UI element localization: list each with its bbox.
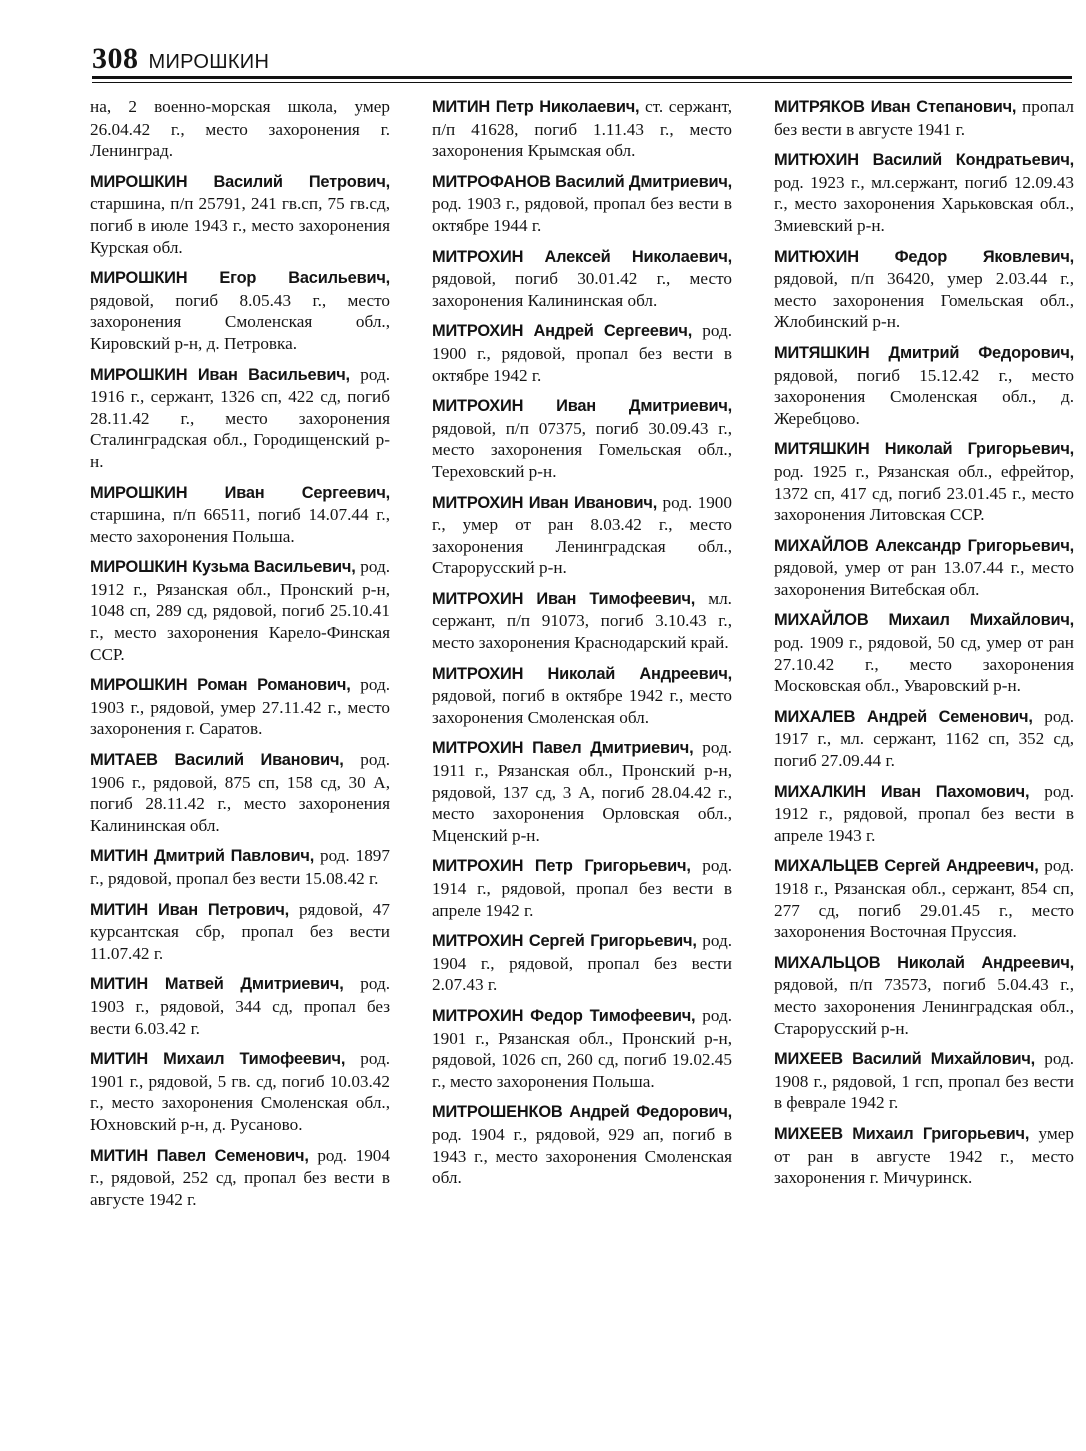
- entry-name: МИХЕЕВ Василий Михайлович,: [774, 1050, 1036, 1069]
- entry-name: МИТИН Петр Николаевич,: [432, 98, 640, 116]
- running-head: МИРОШКИН: [148, 51, 270, 73]
- entry-text: род. 1912 г., Рязанская обл., Пронский р-н, 1048 сп, 289 сд, рядовой, погиб 25.10.41 г., место захоронения Карело-Финская ССР.: [90, 557, 391, 664]
- dictionary-entry: [90, 1048, 390, 1135]
- dictionary-entry: [432, 588, 732, 654]
- entry-text: рядовой, погиб 15.12.42 г., место захоронения Смоленская обл., д. Жеребцово.: [774, 365, 1074, 428]
- entry-text: род. 1903 г., рядовой, 344 сд, пропал без вести 6.03.42 г.: [90, 974, 390, 1038]
- dictionary-entry: [774, 96, 1074, 140]
- entry-name: МИТРОФАНОВ Василий Дмитриевич,: [432, 172, 732, 191]
- entry-text: старшина, п/п 66511, погиб 14.07.44 г., место захоронения Польша.: [90, 505, 390, 546]
- dictionary-entry: [90, 973, 390, 1039]
- entry-text: род. 1903 г., рядовой, пропал без вести в октябре 1944 г.: [432, 194, 732, 235]
- entry-name: МИРОШКИН Егор Васильевич,: [90, 269, 390, 288]
- entry-text: род. 1917 г., мл. сержант, 1162 сп, 352 сд, погиб 27.09.44 г.: [774, 706, 1074, 771]
- entry-name: МИХАЙЛОВ Александр Григорьевич,: [774, 536, 1074, 555]
- text-columns: [90, 96, 1074, 1219]
- entry-text: на, 2 военно-морская школа, умер 26.04.42 г., место захоронения г. Ленинград.: [90, 97, 390, 161]
- entry-name: МИРОШКИН Иван Сергеевич,: [90, 483, 390, 502]
- dictionary-entry: [90, 267, 390, 354]
- header-rule-thick: [92, 76, 1072, 79]
- column-2: [432, 96, 732, 1219]
- entry-text: род. 1904 г., рядовой, 252 сд, пропал без вести в августе 1942 г.: [90, 1145, 390, 1209]
- dictionary-entry: [90, 674, 390, 740]
- entry-text: род. 1900 г., рядовой, пропал без вести в октябре 1942 г.: [432, 321, 732, 385]
- dictionary-entry: [774, 149, 1074, 236]
- entry-name: МИТИН Дмитрий Павлович,: [90, 847, 315, 866]
- entry-text: род. 1918 г., Рязанская обл., сержант, 854 сп, 277 сд, погиб 29.01.45 г., место захоронения Восточная Пруссия.: [774, 856, 1075, 942]
- dictionary-entry: [432, 320, 732, 386]
- dictionary-entry: [774, 246, 1074, 333]
- dictionary-entry: [90, 1145, 390, 1211]
- dictionary-entry: [774, 855, 1074, 942]
- entry-name: МИТРОХИН Петр Григорьевич,: [432, 857, 691, 876]
- entry-text: род. 1914 г., рядовой, пропал без вести в апреле 1942 г.: [432, 856, 732, 920]
- dictionary-entry: [432, 737, 732, 846]
- entry-name: МИТРОХИН Алексей Николаевич,: [432, 247, 732, 266]
- entry-text: род. 1900 г., умер от ран 8.03.42 г., место захоронения Ленинградская обл., Старорусский р-н.: [432, 492, 732, 578]
- dictionary-entry: [90, 749, 390, 836]
- entry-text: рядовой, п/п 36420, умер 2.03.44 г., место захоронения Гомельская обл., Жлобинский р-н.: [774, 269, 1074, 332]
- entry-text: старшина, п/п 25791, 241 гв.сп, 75 гв.сд, погиб в июле 1943 г., место захоронения Курская обл.: [90, 194, 390, 257]
- dictionary-entry: [432, 855, 732, 921]
- entry-name: МИТРОХИН Иван Дмитриевич,: [432, 397, 732, 416]
- dictionary-entry: [90, 556, 390, 665]
- entry-name: МИТРЯКОВ Иван Степанович,: [774, 98, 1017, 116]
- entry-name: МИТРОШЕНКОВ Андрей Федорович,: [432, 1103, 732, 1122]
- dictionary-entry: [90, 482, 390, 548]
- entry-text: рядовой, п/п 73573, погиб 5.04.43 г., место захоронения Ленинградская обл., Старорусский р-н.: [774, 975, 1074, 1038]
- entry-text: рядовой, погиб в октябре 1942 г., место захоронения Смоленская обл.: [432, 686, 732, 727]
- dictionary-entry: [774, 1123, 1074, 1189]
- entry-name: МИХЕЕВ Михаил Григорьевич,: [774, 1124, 1030, 1143]
- dictionary-entry: [774, 1048, 1074, 1114]
- entry-name: МИТЮХИН Федор Яковлевич,: [774, 247, 1074, 266]
- dictionary-entry: [432, 395, 732, 482]
- dictionary-entry: [90, 845, 390, 889]
- entry-name: МИРОШКИН Роман Романович,: [90, 676, 351, 695]
- entry-text: рядовой, п/п 07375, погиб 30.09.43 г., место захоронения Гомельская обл., Тереховский р-н.: [432, 418, 732, 481]
- entry-name: МИТРОХИН Павел Дмитриевич,: [432, 739, 694, 758]
- dictionary-entry: [774, 438, 1074, 525]
- page-number: 308: [92, 42, 139, 75]
- entry-name: МИХАЛЬЦОВ Николай Андреевич,: [774, 953, 1074, 972]
- entry-text: пропал без вести в августе 1941 г.: [774, 97, 1074, 139]
- entry-name: МИХАЛЕВ Андрей Семенович,: [774, 707, 1033, 726]
- entry-text: род. 1911 г., Рязанская обл., Пронский р-н, рядовой, 137 сд, 3 А, погиб 28.04.42 г., место захоронения Орловская обл., Мценский р-н.: [432, 738, 732, 845]
- dictionary-entry: [774, 342, 1074, 429]
- entry-text: род. 1912 г., рядовой, пропал без вести в апреле 1943 г.: [774, 781, 1074, 845]
- entry-text: рядовой, погиб 30.01.42 г., место захоронения Калининская обл.: [432, 269, 732, 310]
- entry-text: род. 1897 г., рядовой, пропал без вести 15.08.42 г.: [90, 846, 390, 888]
- entry-text: род. 1925 г., Рязанская обл., ефрейтор, 1372 сп, 417 сд, погиб 23.01.45 г., место захоронения Литовская ССР.: [774, 461, 1074, 525]
- entry-name: МИТРОХИН Сергей Григорьевич,: [432, 932, 697, 951]
- dictionary-entry: [90, 171, 390, 258]
- entry-name: МИРОШКИН Василий Петрович,: [90, 172, 390, 191]
- entry-name: МИТИН Павел Семенович,: [90, 1146, 309, 1165]
- entry-text: ст. сержант, п/п 41628, погиб 1.11.43 г., место захоронения Крымская обл.: [432, 97, 732, 161]
- entry-text: рядовой, погиб 8.05.43 г., место захоронения Смоленская обл., Кировский р-н, д. Петровка.: [90, 290, 390, 353]
- dictionary-entry: [774, 609, 1074, 696]
- entry-name: МИХАЛЬЦЕВ Сергей Андреевич,: [774, 857, 1039, 876]
- entry-text: мл. сержант, п/п 91073, погиб 3.10.43 г., место захоронения Краснодарский край.: [432, 588, 732, 653]
- entry-text: род. 1901 г., Рязанская обл., Пронский р-н, рядовой, 1026 сп, 260 сд, погиб 19.02.45 г., место захоронения Польша.: [432, 1005, 732, 1091]
- dictionary-entry: [432, 246, 732, 312]
- entry-name: МИТРОХИН Иван Тимофеевич,: [432, 589, 696, 608]
- entry-name: МИТРОХИН Николай Андреевич,: [432, 664, 732, 683]
- entry-text: род. 1916 г., сержант, 1326 сп, 422 сд, погиб 28.11.42 г., место захоронения Сталинградская обл., Городищенский р-н.: [90, 364, 390, 471]
- entry-name: МИХАЙЛОВ Михаил Михайлович,: [774, 611, 1074, 630]
- dictionary-entry: [432, 1005, 732, 1092]
- dictionary-entry: [432, 96, 732, 162]
- page-header: [92, 42, 1072, 76]
- entry-text: род. 1904 г., рядовой, пропал без вести 2.07.43 г.: [432, 931, 732, 995]
- entry-name: МИТРОХИН Андрей Сергеевич,: [432, 322, 693, 341]
- dictionary-entry: [90, 96, 390, 162]
- dictionary-entry: [774, 952, 1074, 1039]
- entry-name: МИРОШКИН Иван Васильевич,: [90, 365, 350, 384]
- dictionary-entry: [774, 535, 1074, 601]
- entry-text: рядовой, 47 курсантская сбр, пропал без вести 11.07.42 г.: [90, 899, 390, 963]
- entry-name: МИРОШКИН Кузьма Васильевич,: [90, 558, 356, 577]
- entry-text: умер от ран в августе 1942 г., место захоронения г. Мичуринск.: [774, 1123, 1074, 1188]
- dictionary-entry: [432, 930, 732, 996]
- dictionary-entry: [432, 663, 732, 729]
- entry-name: МИТЯШКИН Николай Григорьевич,: [774, 440, 1074, 459]
- entry-text: род. 1923 г., мл.сержант, погиб 12.09.43 г., место захоронения Харьковская обл., Змиевский р-н.: [774, 172, 1074, 235]
- dictionary-entry: [432, 492, 732, 579]
- entry-text: род. 1909 г., рядовой, 50 сд, умер от ран 27.10.42 г., место захоронения Московская обл., Уваровский р-н.: [774, 633, 1074, 696]
- entry-text: род. 1903 г., рядовой, умер 27.11.42 г., место захоронения г. Саратов.: [90, 675, 391, 739]
- entry-name: МИТЯШКИН Дмитрий Федорович,: [774, 343, 1074, 362]
- dictionary-entry: [90, 364, 390, 473]
- entry-name: МИТЮХИН Василий Кондратьевич,: [774, 151, 1074, 170]
- entry-name: МИТРОХИН Федор Тимофеевич,: [432, 1006, 696, 1025]
- dictionary-entry: [774, 781, 1074, 847]
- dictionary-entry: [90, 899, 390, 965]
- column-3: [774, 96, 1074, 1219]
- entry-text: рядовой, умер от ран 13.07.44 г., место захоронения Витебская обл.: [774, 558, 1074, 599]
- entry-name: МИХАЛКИН Иван Пахомович,: [774, 782, 1030, 801]
- entry-text: род. 1908 г., рядовой, 1 гсп, пропал без вести в феврале 1942 г.: [774, 1049, 1074, 1113]
- entry-name: МИТРОХИН Иван Иванович,: [432, 493, 658, 512]
- entry-name: МИТАЕВ Василий Иванович,: [90, 751, 344, 770]
- entry-text: род. 1904 г., рядовой, 929 ап, погиб в 1943 г., место захоронения Смоленская обл.: [432, 1124, 732, 1188]
- entry-text: род. 1906 г., рядовой, 875 сп, 158 сд, 30 А, погиб 28.11.42 г., место захоронения Калининская обл.: [90, 750, 390, 835]
- entry-text: род. 1901 г., рядовой, 5 гв. сд, погиб 10.03.42 г., место захоронения Смоленская обл., Юхновский р-н, д. Русаново.: [90, 1049, 390, 1134]
- dictionary-entry: [432, 171, 732, 237]
- entry-name: МИТИН Михаил Тимофеевич,: [90, 1050, 346, 1069]
- header-rule-thin: [92, 82, 1072, 83]
- dictionary-entry: [774, 706, 1074, 772]
- dictionary-entry: [432, 1101, 732, 1188]
- column-1: [90, 96, 390, 1219]
- entry-name: МИТИН Иван Петрович,: [90, 900, 290, 919]
- entry-name: МИТИН Матвей Дмитриевич,: [90, 975, 344, 994]
